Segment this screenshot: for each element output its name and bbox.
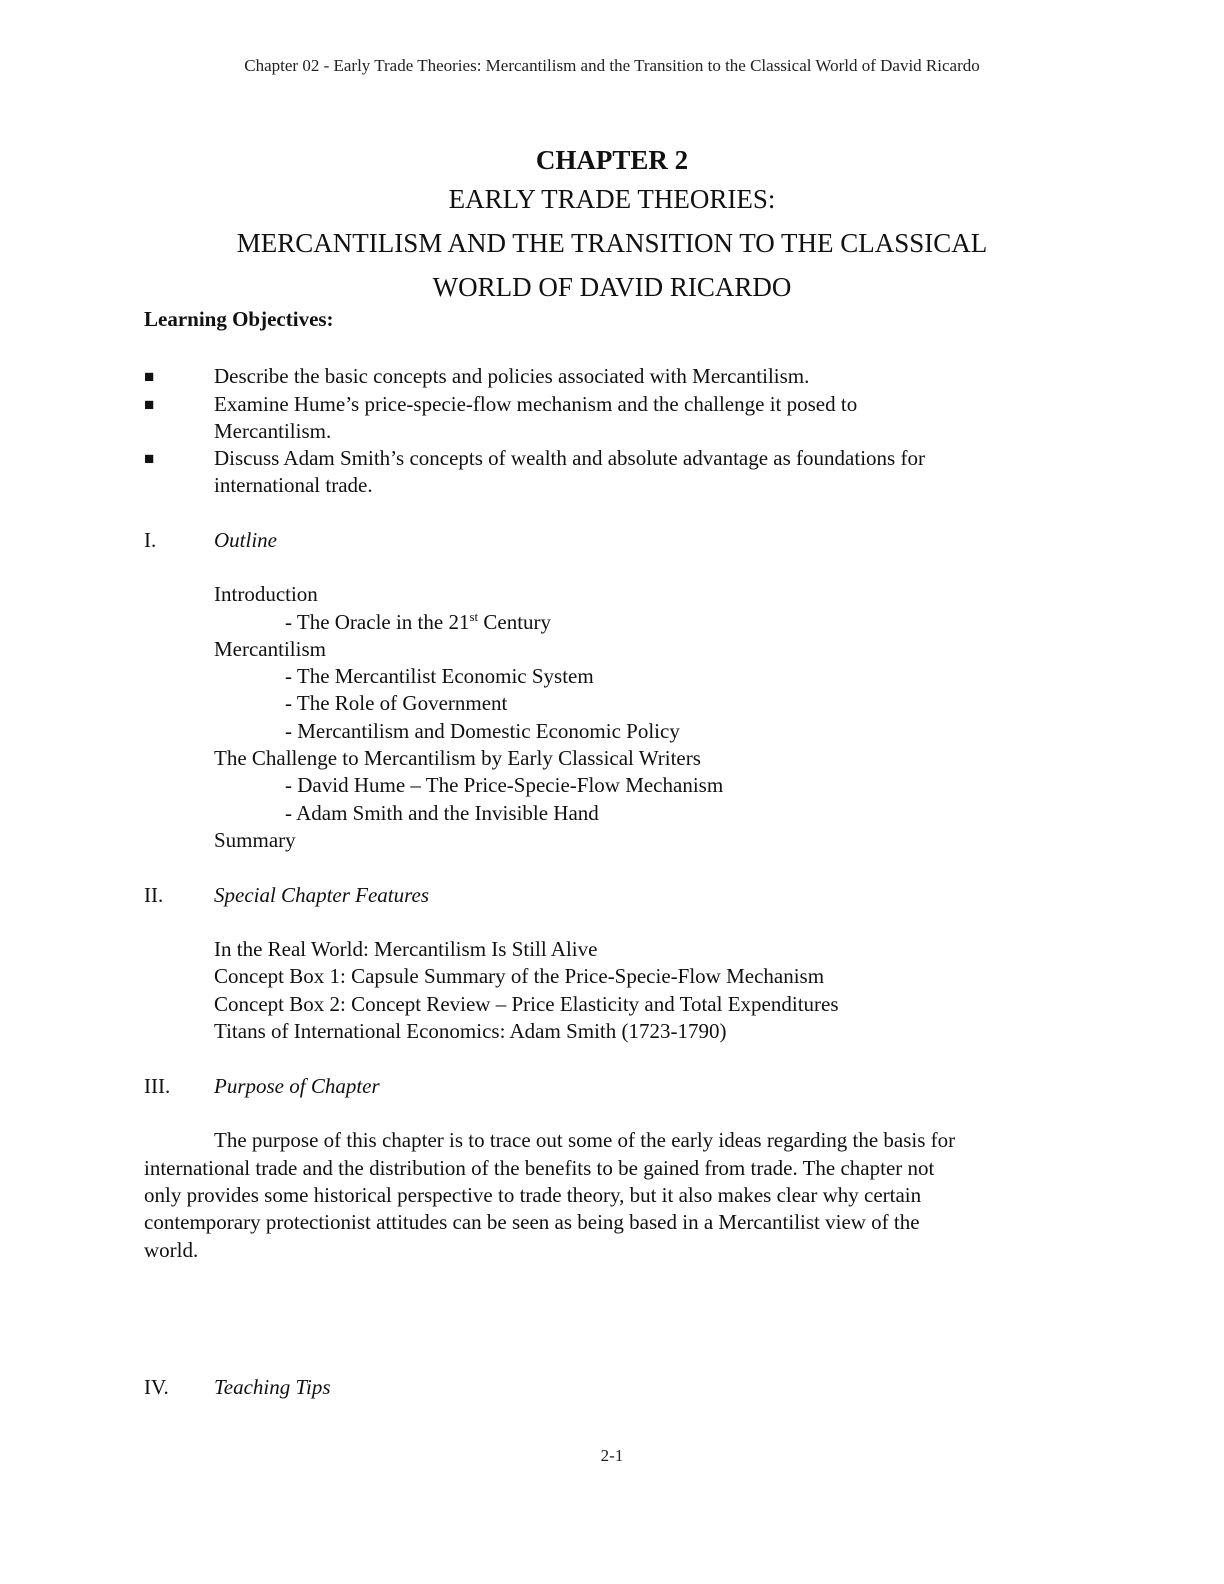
outline-subitem-smith: - Adam Smith and the Invisible Hand: [285, 801, 599, 825]
learning-objectives-heading: Learning Objectives:: [144, 307, 334, 331]
section-title-purpose: Purpose of Chapter: [214, 1074, 380, 1098]
outline-item-introduction: Introduction: [214, 582, 318, 606]
oracle-text-superscript: st: [469, 609, 479, 624]
outline-item-mercantilism: Mercantilism: [214, 637, 326, 661]
objective-2-line-2: Mercantilism.: [214, 419, 332, 443]
outline-subitem-role-of-government: - The Role of Government: [285, 691, 508, 715]
objective-3-line-1: Discuss Adam Smith’s concepts of wealth and absolute advantage as foundations for: [214, 446, 925, 470]
outline-subitem-oracle: [285, 609, 551, 636]
section-numeral-purpose: III.: [144, 1074, 171, 1098]
section-numeral-teaching: IV.: [144, 1375, 169, 1399]
outline-subitem-economic-system: - The Mercantilist Economic System: [285, 664, 594, 688]
bullet-icon: ■: [144, 449, 155, 468]
chapter-title-line-3: WORLD OF DAVID RICARDO: [432, 272, 792, 302]
objective-2-line-1: Examine Hume’s price-specie-flow mechanism and the challenge it posed to: [214, 392, 858, 416]
oracle-text-prefix: - The Oracle in the 21: [285, 610, 470, 634]
page-number: 2-1: [600, 1446, 624, 1465]
objective-1-line-1: Describe the basic concepts and policies associated with Mercantilism.: [214, 364, 810, 388]
chapter-number: CHAPTER 2: [535, 145, 689, 175]
purpose-paragraph-line: The purpose of this chapter is to trace out some of the early ideas regarding the basis for: [214, 1128, 956, 1152]
section-title-outline: Outline: [214, 528, 277, 552]
oracle-text-suffix: Century: [478, 610, 552, 634]
outline-item-summary: Summary: [214, 828, 296, 852]
section-numeral-features: II.: [144, 883, 164, 907]
bullet-icon: ■: [144, 395, 155, 414]
feature-item: Titans of International Economics: Adam Smith (1723-1790): [214, 1019, 727, 1043]
feature-item: In the Real World: Mercantilism Is Still Alive: [214, 937, 598, 961]
purpose-paragraph-line: only provides some historical perspective to trade theory, but it also makes clear why certain: [144, 1183, 922, 1207]
section-title-teaching: Teaching Tips: [214, 1375, 331, 1399]
outline-item-challenge: The Challenge to Mercantilism by Early Classical Writers: [214, 746, 701, 770]
outline-subitem-domestic-policy: - Mercantilism and Domestic Economic Policy: [285, 719, 680, 743]
chapter-title-block: [0, 143, 1224, 309]
outline-subitem-hume: - David Hume – The Price-Specie-Flow Mechanism: [285, 773, 724, 797]
purpose-paragraph-line: international trade and the distribution of the benefits to be gained from trade. The chapter not: [144, 1156, 935, 1180]
chapter-title-line-2: MERCANTILISM AND THE TRANSITION TO THE CLASSICAL: [236, 228, 988, 258]
objective-3-line-2: international trade.: [214, 473, 373, 497]
purpose-paragraph-line: contemporary protectionist attitudes can be seen as being based in a Mercantilist view of the: [144, 1210, 920, 1234]
feature-item: Concept Box 2: Concept Review – Price Elasticity and Total Expenditures: [214, 992, 839, 1016]
bullet-icon: ■: [144, 367, 155, 386]
purpose-paragraph-line: world.: [144, 1238, 199, 1262]
section-numeral-outline: I.: [144, 528, 157, 552]
running-header: Chapter 02 - Early Trade Theories: Mercantilism and the Transition to the Classical World of David Ricardo: [244, 56, 980, 75]
section-title-features: Special Chapter Features: [214, 883, 430, 907]
feature-item: Concept Box 1: Capsule Summary of the Price-Specie-Flow Mechanism: [214, 964, 825, 988]
chapter-title-line-1: EARLY TRADE THEORIES:: [448, 184, 776, 214]
